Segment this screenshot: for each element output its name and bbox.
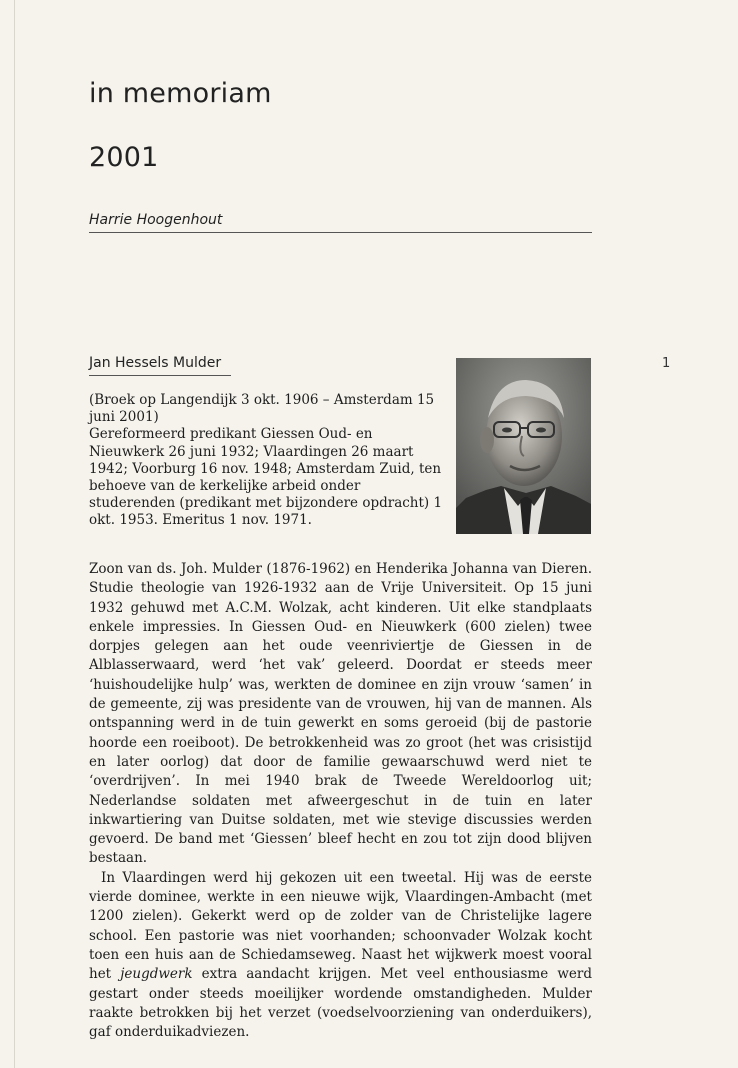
subject-name-underline bbox=[89, 375, 231, 376]
year-heading: 2001 bbox=[89, 142, 159, 173]
portrait-photo bbox=[456, 358, 591, 534]
article-body bbox=[89, 560, 592, 1042]
paragraph-text: extra aandacht krijgen. Met veel enthousiasme werd gestart onder steeds moeilijker wordende omstandigheden. Mulder raakte betrokken bij het verzet (voedselvoorziening van onderduikers), gaf onderduikadviezen. bbox=[89, 966, 592, 1041]
author-name: Harrie Hoogenhout bbox=[89, 212, 223, 228]
section-title: in memoriam bbox=[89, 78, 272, 109]
body-paragraph: Zoon van ds. Joh. Mulder (1876-1962) en Henderika Johanna van Dieren. Studie theologie van 1926-1932 aan de Vrije Universiteit. Op 15 juni 1932 gehuwd met A.C.M. Wolzak, acht kinderen. Uit elke standplaats enkele impressies. In Giessen Oud- en Nieuwkerk (600 zielen) twee dorpjes gelegen aan het oude veenriviertje de Giessen in de Alblasserwaard, werd ‘het vak’ geleerd. Doordat er steeds meer ‘huishoudelijke hulp’ was, werkten de dominee en zijn vrouw ‘samen’ in de gemeente, zij was presidente van de vrouwen, hij van de mannen. Als ontspanning werd in de tuin gewerkt en soms geroeid (bij de pastorie hoorde een roeiboot). De betrokkenheid was zo groot (het was crisistijd en later oorlog) dat door de familie gewaarschuwd werd niet te ‘overdrijven’. In mei 1940 brak de Tweede Wereldoorlog uit; Nederlandse soldaten met afweergeschut in de tuin en later inkwartiering van Duitse soldaten, met wie stevige discussies werden gevoerd. De band met ‘Giessen’ bleef hecht en zou tot zijn dood blijven bestaan. bbox=[89, 561, 592, 867]
paragraph-text: In Vlaardingen werd hij gekozen uit een tweetal. Hij was de eerste vierde dominee, werkte in een nieuwe wijk, Vlaardingen-Ambacht (met 1200 zielen). Gekerkt werd op de zolder van de Christelijke lagere school. Een pastorie was niet voorhanden; schoonvader Wolzak kocht toen een huis aan de Schiedamseweg. Naast het wijkwerk moest vooral het bbox=[89, 869, 592, 983]
emphasized-term: jeugdwerk bbox=[120, 966, 193, 983]
author-divider bbox=[89, 232, 592, 233]
subject-name: Jan Hessels Mulder bbox=[89, 355, 222, 371]
portrait-image-icon bbox=[456, 358, 591, 534]
bio-dates: (Broek op Langendijk 3 okt. 1906 – Amsterdam 15 juni 2001) bbox=[89, 392, 435, 426]
page-number: 1 bbox=[662, 356, 671, 371]
bio-career: Gereformeerd predikant Giessen Oud- en Nieuwkerk 26 juni 1932; Vlaardingen 26 maart 1942; Voorburg 16 nov. 1948; Amsterdam Zuid, ten behoeve van de kerkelijke arbeid onder studerenden (predikant met bijzondere opdracht) 1 okt. 1953. Emeritus 1 nov. 1971. bbox=[89, 426, 443, 529]
page-binding-edge bbox=[14, 0, 15, 1068]
body-paragraph bbox=[89, 869, 592, 1043]
biographical-summary bbox=[89, 392, 445, 530]
